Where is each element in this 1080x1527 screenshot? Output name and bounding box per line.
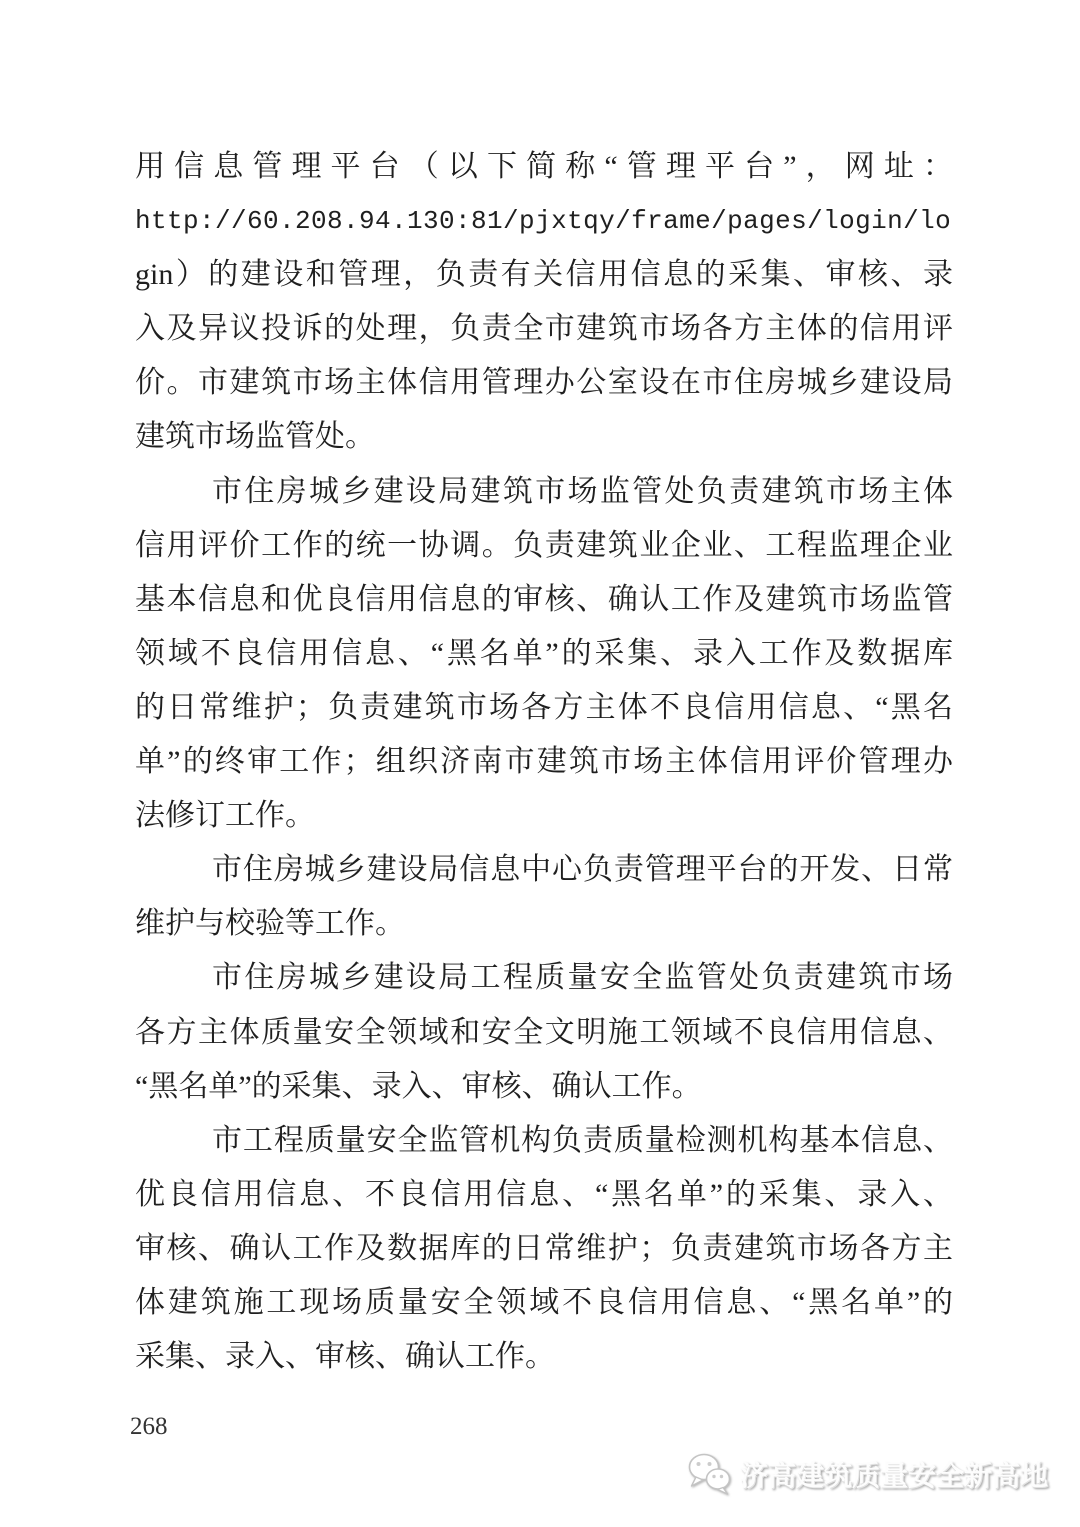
text-line: 审核、确认工作及数据库的日常维护；负责建筑市场各方主 [135,1231,953,1265]
text-line: 市住房城乡建设局信息中心负责管理平台的开发、日常 [212,853,953,887]
text-line: 采集、录入、审核、确认工作。 [135,1340,555,1374]
watermark [687,1452,1048,1496]
text-line: 优良信用信息、不良信用信息、“黑名单”的采集、录入、 [135,1177,953,1211]
text-line: 基本信息和优良信用信息的审核、确认工作及建筑市场监管 [135,582,953,616]
text-line: 的日常维护；负责建筑市场各方主体不良信用信息、“黑名 [135,690,953,724]
text-line: 法修订工作。 [135,799,315,833]
text-line: 市住房城乡建设局工程质量安全监管处负责建筑市场 [212,961,953,995]
text-line: 维护与校验等工作。 [135,907,405,941]
url-line: http://60.208.94.130:81/pjxtqy/frame/pages/login/lo [135,206,952,237]
text-line: 入及异议投诉的处理，负责全市建筑市场各方主体的信用评 [135,312,953,346]
text-line: 价。市建筑市场主体信用管理办公室设在市住房城乡建设局 [135,366,953,400]
text-line: 建筑市场监管处。 [135,420,375,454]
text-line: 市住房城乡建设局建筑市场监管处负责建筑市场主体 [212,474,953,508]
text-line: 体建筑施工现场质量安全领域不良信用信息、“黑名单”的 [135,1285,953,1319]
text-line: 领域不良信用信息、“黑名单”的采集、录入工作及数据库 [135,636,953,670]
text-block [135,140,953,1384]
watermark-text: 济高建筑质量安全新高地 [739,1460,1048,1491]
page-number: 268 [130,1413,168,1440]
text-line: “黑名单”的采集、录入、审核、确认工作。 [135,1069,702,1103]
text-line: 信用评价工作的统一协调。负责建筑业企业、工程监理企业 [135,528,953,562]
text-line: 用信息管理平台（以下简称“管理平台”，网址： [135,150,953,183]
wechat-icon [687,1452,731,1496]
text-line: gin）的建设和管理，负责有关信用信息的采集、审核、录 [135,258,953,292]
text-line: 各方主体质量安全领域和安全文明施工领域不良信用信息、 [135,1015,953,1049]
text-line: 市工程质量安全监管机构负责质量检测机构基本信息、 [212,1123,953,1157]
text-line: 单”的终审工作；组织济南市建筑市场主体信用评价管理办 [135,745,953,779]
